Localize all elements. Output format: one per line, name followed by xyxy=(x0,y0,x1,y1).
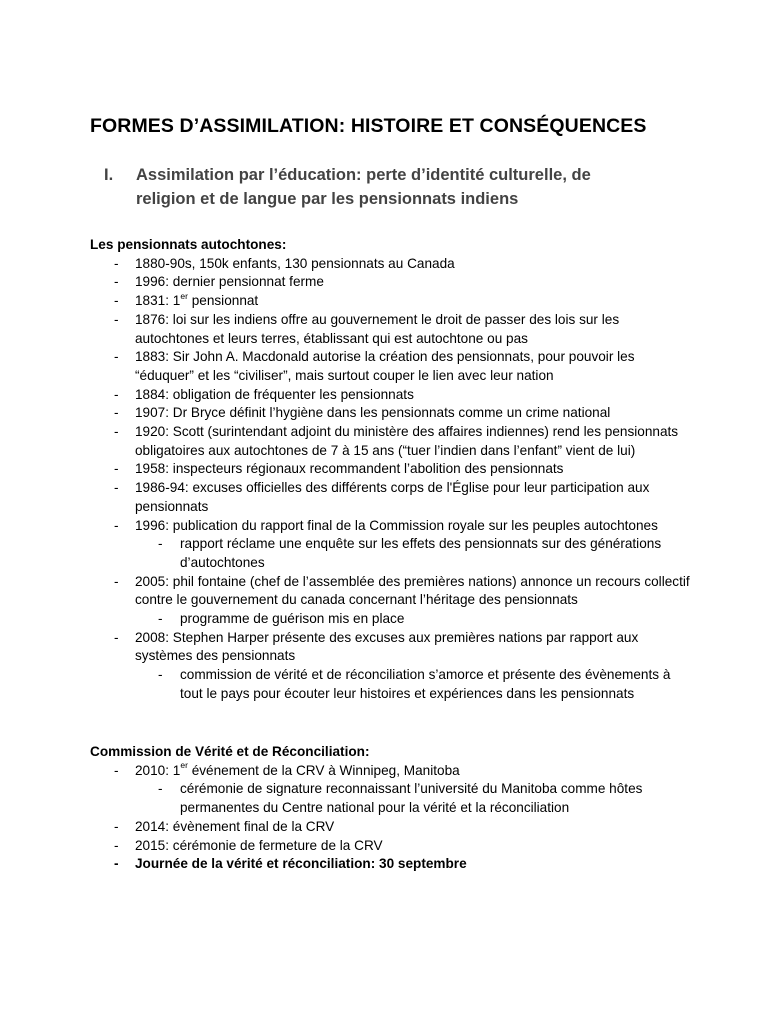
sub-list-item xyxy=(90,610,690,629)
list-item-text-part: pensionnat xyxy=(187,293,259,309)
bullet-dash: - xyxy=(158,536,163,552)
ordinal-suffix: er xyxy=(180,290,188,301)
commission-heading: Commission de Vérité et de Réconciliation: xyxy=(90,744,370,759)
sub-list-item xyxy=(90,535,690,572)
bullet-dash: - xyxy=(114,837,119,853)
sub-list-item xyxy=(90,666,690,703)
list-item-text: 2008: Stephen Harper présente des excuses aux premières nations par rapport aux systèmes des pensionnats xyxy=(135,629,639,664)
sub-list-item xyxy=(90,780,690,817)
list-item-text: 1986-94: excuses officielles des différents corps de l'Église pour leur participation aux pensionnats xyxy=(135,480,650,514)
list-item-text: Journée de la vérité et réconciliation: 30 septembre xyxy=(135,856,467,872)
list-item-text: 1907: Dr Bryce définit l’hygiène dans les pensionnats comme un crime national xyxy=(135,405,611,421)
bullet-dash: - xyxy=(114,517,119,533)
list-item-text: 1996: dernier pensionnat ferme xyxy=(135,274,324,290)
bullet-dash: - xyxy=(114,386,119,402)
document-title: FORMES D’ASSIMILATION: HISTOIRE ET CONSÉQUENCES xyxy=(90,115,647,137)
list-item-text-part: événement de la CRV à Winnipeg, Manitoba xyxy=(187,762,460,778)
sub-list-item-text: rapport réclame une enquête sur les effets des pensionnats sur des générations d’autochtones xyxy=(180,536,662,570)
sub-list-item-text: cérémonie de signature reconnaissant l’université du Manitoba comme hôtes permanentes du Centre national pour la vérité et la réconciliation xyxy=(180,781,643,816)
list-item-text xyxy=(135,290,259,309)
bullet-dash: - xyxy=(114,629,119,645)
list-item-text: 1880-90s, 150k enfants, 130 pensionnats au Canada xyxy=(135,255,455,271)
bullet-dash: - xyxy=(114,480,119,496)
section-heading-text: Assimilation par l’éducation: perte d’identité culturelle, de religion et de langue par les pensionnats indiens xyxy=(136,166,591,208)
bullet-dash: - xyxy=(114,762,119,778)
list-item xyxy=(90,311,690,348)
pensionnats-section xyxy=(90,236,690,704)
list-item xyxy=(90,837,690,856)
list-item xyxy=(90,386,690,405)
commission-section xyxy=(90,743,690,874)
list-item-text-part: 1831: 1 xyxy=(135,293,181,309)
bullet-dash: - xyxy=(114,274,119,290)
bullet-dash: - xyxy=(114,311,119,327)
bullet-dash: - xyxy=(114,818,119,834)
list-item xyxy=(90,479,690,516)
list-item-text: 1876: loi sur les indiens offre au gouvernement le droit de passer des lois sur les autochtones et leurs terres, établissant qui est autochtone ou pas xyxy=(135,311,620,346)
list-item xyxy=(90,818,690,837)
list-item-text: 1920: Scott (surintendant adjoint du ministère des affaires indiennes) rend les pensionnats obligatoires aux autochtones de 7 à 15 ans (“tuer l’indien dans l’enfant” vient de lui) xyxy=(135,424,679,458)
list-item xyxy=(90,423,690,460)
list-item-text: 2014: évènement final de la CRV xyxy=(135,818,335,834)
bullet-dash: - xyxy=(114,293,119,309)
list-item xyxy=(90,255,690,274)
pensionnats-list xyxy=(90,255,690,704)
list-item-text: 2005: phil fontaine (chef de l’assemblée des premières nations) annonce un recours collectif contre le gouvernement du canada concernant l’héritage des pensionnats xyxy=(135,573,690,608)
ordinal-suffix: er xyxy=(180,760,188,771)
bullet-dash: - xyxy=(114,856,119,872)
list-item-text: 1958: inspecteurs régionaux recommandent l’abolition des pensionnats xyxy=(135,461,564,477)
list-item xyxy=(90,855,690,874)
list-item-text: 2015: cérémonie de fermeture de la CRV xyxy=(135,837,383,853)
bullet-dash: - xyxy=(114,405,119,421)
bullet-dash: - xyxy=(158,611,163,627)
list-item xyxy=(90,273,690,292)
list-item xyxy=(90,629,690,666)
bullet-dash: - xyxy=(158,667,163,683)
list-item xyxy=(90,762,690,781)
bullet-dash: - xyxy=(114,461,119,477)
list-item-text xyxy=(135,760,460,778)
pensionnats-heading: Les pensionnats autochtones: xyxy=(90,237,287,252)
list-item xyxy=(90,292,690,311)
sub-list-item-text: programme de guérison mis en place xyxy=(180,611,405,627)
bullet-dash: - xyxy=(114,255,119,271)
section-heading xyxy=(90,163,650,211)
list-item xyxy=(90,348,690,385)
list-item xyxy=(90,404,690,423)
list-item-text-part: 2010: 1 xyxy=(135,762,181,778)
bullet-dash: - xyxy=(114,573,119,589)
bullet-dash: - xyxy=(114,424,119,440)
bullet-dash: - xyxy=(114,349,119,365)
list-item-text: 1996: publication du rapport final de la Commission royale sur les peuples autochtones xyxy=(135,517,658,533)
list-item-text: 1883: Sir John A. Macdonald autorise la création des pensionnats, pour pouvoir les “éduquer” et les “civiliser”, mais surtout couper le lien avec leur nation xyxy=(135,349,635,383)
bullet-dash: - xyxy=(158,781,163,797)
list-item xyxy=(90,460,690,479)
list-item xyxy=(90,517,690,536)
list-item xyxy=(90,573,690,610)
commission-list xyxy=(90,762,690,874)
list-item-text: 1884: obligation de fréquenter les pensionnats xyxy=(135,386,414,402)
sub-list-item-text: commission de vérité et de réconciliation s’amorce et présente des évènements à tout le pays pour écouter leur histoires et expériences dans les pensionnats xyxy=(180,667,671,701)
section-number: I. xyxy=(104,166,114,184)
